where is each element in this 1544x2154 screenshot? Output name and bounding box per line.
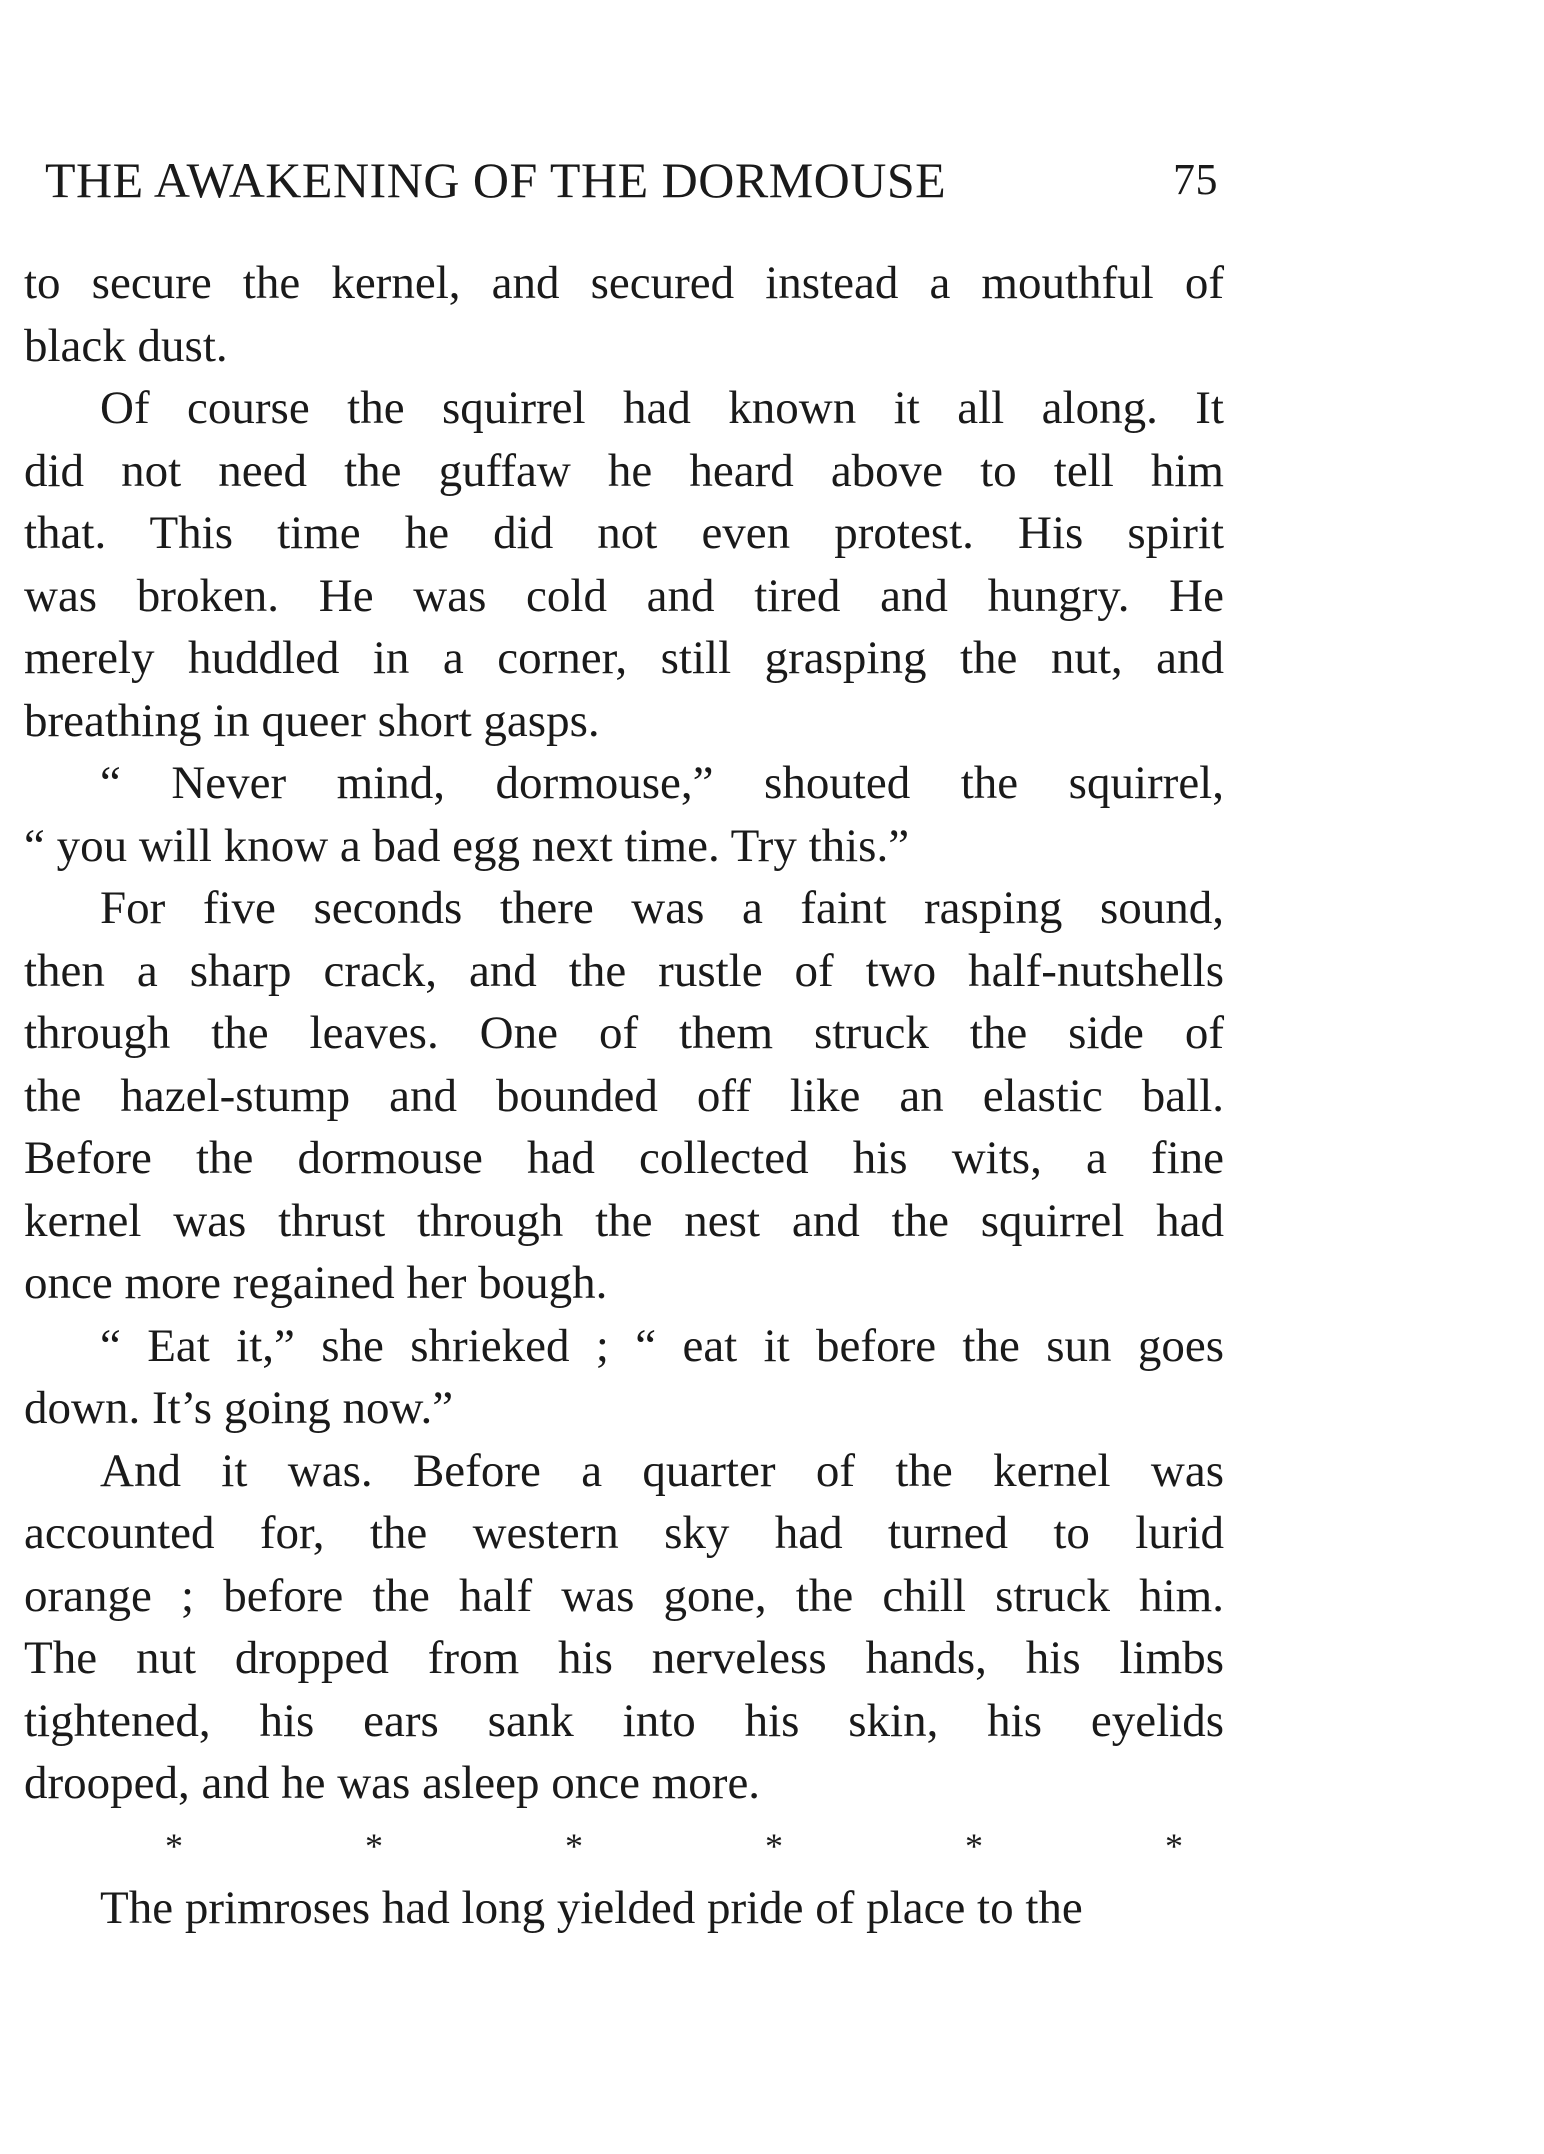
asterisk: * bbox=[965, 1825, 983, 1866]
text-line: once more regained her bough. bbox=[24, 1257, 608, 1309]
chapter-title: THE AWAKENING OF THE DORMOUSE bbox=[45, 152, 947, 208]
running-head bbox=[45, 150, 1218, 210]
text-line: kernel was thrust through the nest and the squirrel had bbox=[24, 1194, 1224, 1247]
text-line: breathing in queer short gasps. bbox=[24, 694, 600, 747]
text-line: orange ; before the half was gone, the chill struck him. bbox=[24, 1569, 1224, 1622]
asterisk: * bbox=[765, 1825, 783, 1866]
text-line: the hazel-stump and bounded off like an elastic ball. bbox=[24, 1069, 1224, 1122]
asterisk: * bbox=[165, 1825, 183, 1866]
text-line: And it was. Before a quarter of the kernel was bbox=[100, 1444, 1224, 1497]
text-line: merely huddled in a corner, still grasping the nut, and bbox=[24, 632, 1224, 684]
text-line: drooped, and he was asleep once more. bbox=[24, 1757, 761, 1809]
text-line: through the leaves. One of them struck the side of bbox=[24, 1007, 1224, 1059]
text-line: Of course the squirrel had known it all along. It bbox=[100, 382, 1224, 434]
page-number: 75 bbox=[1173, 155, 1218, 204]
text-line: did not need the guffaw he heard above to tell him bbox=[24, 444, 1224, 497]
text-line: The primroses had long yielded pride of place to the bbox=[100, 1882, 1083, 1934]
text-line: “ Eat it,” she shrieked ; “ eat it before the sun goes bbox=[100, 1319, 1224, 1372]
body-text bbox=[24, 252, 1224, 1940]
asterisk: * bbox=[365, 1825, 383, 1866]
asterisk: * bbox=[565, 1825, 583, 1866]
text-line: was broken. He was cold and tired and hungry. He bbox=[24, 569, 1224, 622]
text-line: down. It’s going now.” bbox=[24, 1382, 454, 1434]
text-line: to secure the kernel, and secured instead a mouthful of bbox=[24, 257, 1224, 309]
text-line: tightened, his ears sank into his skin, his eyelids bbox=[24, 1694, 1224, 1747]
text-line: accounted for, the western sky had turned to lurid bbox=[24, 1507, 1224, 1559]
asterisk: * bbox=[1165, 1825, 1183, 1866]
text-line: The nut dropped from his nerveless hands, his limbs bbox=[24, 1632, 1224, 1684]
text-line: “ Never mind, dormouse,” shouted the squirrel, bbox=[100, 757, 1224, 809]
text-line: “ you will know a bad egg next time. Try this.” bbox=[24, 819, 910, 872]
text-line: Before the dormouse had collected his wits, a fine bbox=[24, 1132, 1224, 1184]
text-line: then a sharp crack, and the rustle of two half-nutshells bbox=[24, 944, 1224, 997]
text-line: For five seconds there was a faint rasping sound, bbox=[100, 882, 1224, 934]
section-break bbox=[124, 1815, 1224, 1878]
text-line: that. This time he did not even protest. His spirit bbox=[24, 507, 1224, 559]
text-lines bbox=[24, 252, 1224, 1815]
text-line: black dust. bbox=[24, 319, 228, 372]
